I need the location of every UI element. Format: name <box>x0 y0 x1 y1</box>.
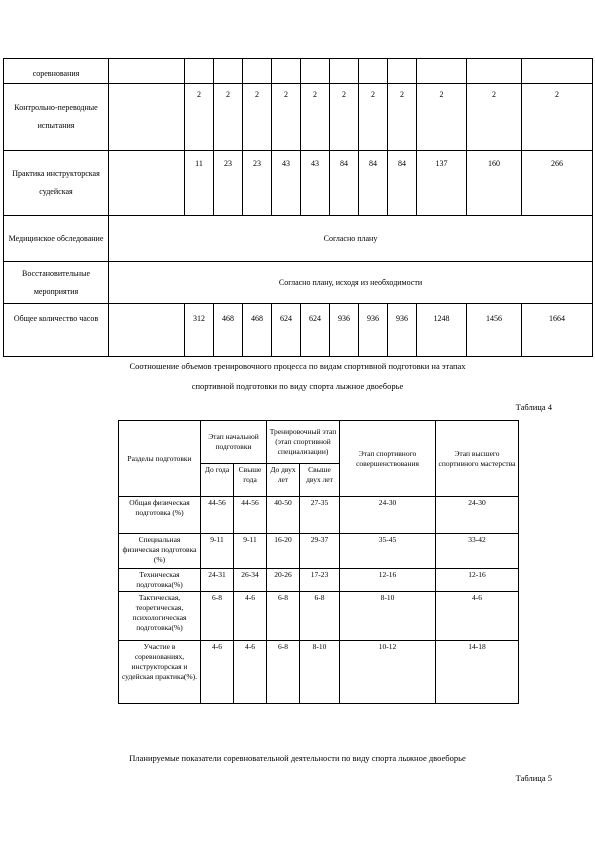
training-ratio-table <box>118 420 519 704</box>
table-cell: 8-10 <box>300 641 340 704</box>
table-cell: 12-16 <box>340 569 436 592</box>
header-sub: До года <box>201 464 234 497</box>
table-row <box>119 592 519 641</box>
table-cell: 24-30 <box>436 497 519 534</box>
table-cell: 2 <box>388 84 417 151</box>
table-cell: 1248 <box>417 304 467 357</box>
table-cell: 6-8 <box>267 641 300 704</box>
table-cell: 936 <box>330 304 359 357</box>
table-cell: 266 <box>522 151 593 216</box>
row-label: Тактическая, теоретическая, психологическая подготовка(%) <box>119 592 201 641</box>
table-cell: 624 <box>272 304 301 357</box>
table-cell: 624 <box>301 304 330 357</box>
table-cell: 84 <box>330 151 359 216</box>
header-stage-perfection: Этап спортивного совершенствования <box>340 421 436 497</box>
table-cell: 2 <box>330 84 359 151</box>
table-cell: 20-26 <box>267 569 300 592</box>
merged-cell-medical: Согласно плану <box>109 216 593 262</box>
table-cell: 936 <box>359 304 388 357</box>
table-number: Таблица 5 <box>515 773 552 783</box>
header-sections: Разделы подготовки <box>119 421 201 497</box>
table-cell: 33-42 <box>436 534 519 569</box>
table-cell: 16-20 <box>267 534 300 569</box>
table-cell: 4-6 <box>436 592 519 641</box>
table-cell: 4-6 <box>234 592 267 641</box>
row-label-total-hours: Общее количество часов <box>4 304 109 357</box>
table-cell: 43 <box>301 151 330 216</box>
table-cell: 312 <box>185 304 214 357</box>
table-row <box>4 262 593 304</box>
table-cell: 12-16 <box>436 569 519 592</box>
table-cell: 10-12 <box>340 641 436 704</box>
row-label: Техническая подготовка(%) <box>119 569 201 592</box>
table-cell: 936 <box>388 304 417 357</box>
row-label: Участие в соревнованиях, инструкторская и судейская практика(%). <box>119 641 201 704</box>
table-cell: 4-6 <box>234 641 267 704</box>
header-stage-initial: Этап начальной подготовки <box>201 421 267 464</box>
table-cell: 2 <box>214 84 243 151</box>
table-cell: 44-56 <box>234 497 267 534</box>
row-label-medical: Медицинское обследование <box>4 216 109 262</box>
table-row <box>4 151 593 216</box>
training-hours-table <box>3 58 593 357</box>
table-cell: 43 <box>272 151 301 216</box>
table-cell: 29-37 <box>300 534 340 569</box>
caption-line: Планируемые показатели соревновательной деятельности по виду спорта лыжное двоеборье <box>129 753 466 763</box>
table-row <box>119 569 519 592</box>
table-row <box>4 59 593 84</box>
table-row <box>119 497 519 534</box>
table-cell: 2 <box>522 84 593 151</box>
table-cell: 2 <box>417 84 467 151</box>
table-cell: 9-11 <box>234 534 267 569</box>
table-cell: 1664 <box>522 304 593 357</box>
table-cell: 8-10 <box>340 592 436 641</box>
table-cell: 23 <box>243 151 272 216</box>
header-stage-high: Этап высшего спортивного мастерства <box>436 421 519 497</box>
table-cell: 468 <box>214 304 243 357</box>
table-cell: 23 <box>214 151 243 216</box>
table-cell: 14-18 <box>436 641 519 704</box>
row-label: Специальная физическая подготовка (%) <box>119 534 201 569</box>
table-cell: 84 <box>359 151 388 216</box>
table-row <box>4 216 593 262</box>
table-cell: 27-35 <box>300 497 340 534</box>
merged-cell-recovery: Согласно плану, исходя из необходимости <box>109 262 593 304</box>
header-sub: Свыше двух лет <box>300 464 340 497</box>
table-cell: 6-8 <box>267 592 300 641</box>
table-cell: 468 <box>243 304 272 357</box>
table-row <box>4 84 593 151</box>
table-cell: 2 <box>185 84 214 151</box>
caption-line: Соотношение объемов тренировочного процесса по видам спортивной подготовки на этапах <box>129 361 466 371</box>
caption-line: спортивной подготовки по виду спорта лыжное двоеборье <box>191 381 404 391</box>
table-cell: 160 <box>467 151 522 216</box>
table-cell: 2 <box>467 84 522 151</box>
table-cell: 44-56 <box>201 497 234 534</box>
table-cell: 11 <box>185 151 214 216</box>
table-cell: 26-34 <box>234 569 267 592</box>
table-cell: 24-31 <box>201 569 234 592</box>
table-cell: 6-8 <box>300 592 340 641</box>
row-label-tests: Контрольно-переводные испытания <box>4 84 109 151</box>
header-sub: Свыше года <box>234 464 267 497</box>
row-label-recovery: Восстановительные мероприятия <box>4 262 109 304</box>
row-label-instructor-practice: Практика инструкторская судейская <box>4 151 109 216</box>
table-cell: 17-23 <box>300 569 340 592</box>
table-cell: 84 <box>388 151 417 216</box>
table-cell: 2 <box>301 84 330 151</box>
table-cell: 6-8 <box>201 592 234 641</box>
table-cell: 9-11 <box>201 534 234 569</box>
table-row <box>4 304 593 357</box>
table-row <box>119 641 519 704</box>
header-stage-training: Тренировочный этап (этап спортивной специализации) <box>267 421 340 464</box>
row-label: Общая физическая подготовка (%) <box>119 497 201 534</box>
table-row <box>119 534 519 569</box>
row-label-competitions: соревнования <box>4 59 109 84</box>
table-cell: 137 <box>417 151 467 216</box>
header-sub: До двух лет <box>267 464 300 497</box>
table-cell: 35-45 <box>340 534 436 569</box>
header-row <box>119 421 519 464</box>
table-cell: 4-6 <box>201 641 234 704</box>
table-cell: 40-50 <box>267 497 300 534</box>
table-cell: 24-30 <box>340 497 436 534</box>
table-cell: 2 <box>359 84 388 151</box>
table-number: Таблица 4 <box>515 402 552 412</box>
table-cell: 2 <box>272 84 301 151</box>
table-cell: 1456 <box>467 304 522 357</box>
table-cell: 2 <box>243 84 272 151</box>
